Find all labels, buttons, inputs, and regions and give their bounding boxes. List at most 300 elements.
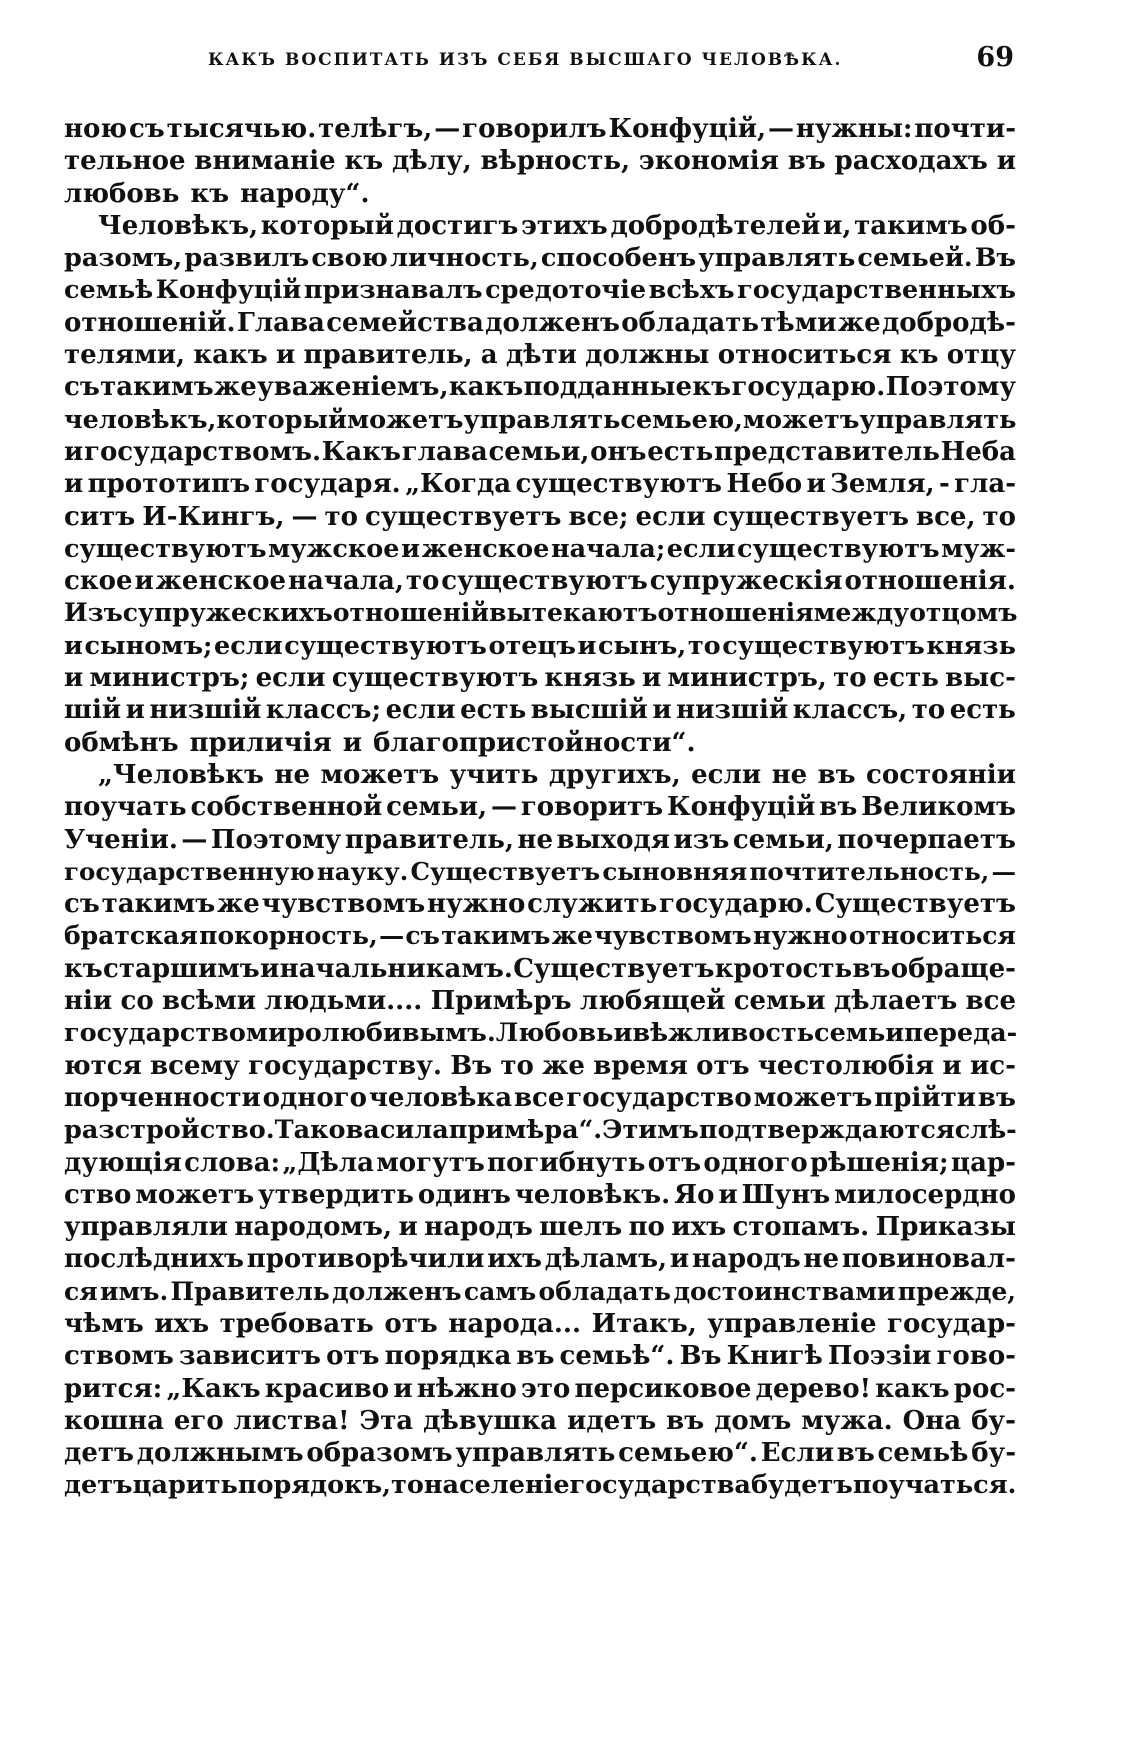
word: мужское — [268, 533, 400, 564]
word: Книгѣ — [726, 1341, 823, 1372]
word: расходахъ — [834, 146, 988, 177]
word: долженъ — [485, 307, 620, 338]
word: отцомъ — [909, 598, 1018, 628]
text-line — [64, 1147, 1016, 1179]
word: онъ — [590, 436, 647, 467]
word: нѣжно — [416, 1373, 517, 1404]
word: государство — [566, 1082, 752, 1113]
word: и — [642, 663, 662, 694]
word: прежде, — [897, 1276, 1016, 1306]
word: супружескія — [649, 566, 843, 597]
word: всѣми — [161, 986, 256, 1017]
word: достигъ — [396, 210, 519, 241]
word: нужны: — [795, 114, 913, 144]
word: телями, — [64, 340, 186, 371]
word: разомъ, — [64, 243, 183, 274]
word: и — [996, 146, 1016, 177]
word: подданные — [523, 372, 693, 403]
word: государю. — [731, 372, 886, 403]
text-line — [64, 791, 1016, 823]
word: отецъ — [488, 630, 576, 661]
text-line — [64, 468, 1016, 500]
word: должнымъ — [136, 1438, 304, 1469]
word: существуютъ — [737, 533, 940, 564]
word: дѣламъ, — [544, 1244, 668, 1275]
text-line — [64, 1437, 1016, 1469]
word: существуютъ — [331, 663, 539, 694]
word: и — [577, 630, 597, 661]
word: почтительность, — [749, 856, 990, 886]
text-line — [64, 953, 1016, 985]
word: старшимъ — [103, 953, 260, 984]
word: и — [342, 727, 363, 758]
word: относиться — [848, 921, 1016, 951]
word: какъ — [448, 372, 524, 403]
word: классъ, — [792, 695, 908, 726]
word: тысячью. — [166, 114, 317, 144]
word: личность, — [389, 243, 539, 274]
word: съ — [64, 889, 100, 920]
word: князь — [926, 630, 1016, 661]
word: — — [181, 824, 208, 855]
word: государства — [569, 1470, 751, 1501]
word: такимъ — [101, 889, 216, 920]
word: существуютъ — [64, 533, 267, 564]
word: способенъ — [540, 243, 697, 274]
word: погибнуть — [487, 1147, 646, 1178]
text-line — [64, 985, 1016, 1017]
word: время — [593, 1050, 688, 1081]
word: семьи — [733, 986, 826, 1017]
word: Существуетъ — [513, 953, 715, 984]
word: какъ — [193, 340, 268, 371]
word: управлять — [463, 404, 621, 435]
word: покорность, — [199, 921, 378, 951]
word: Она — [902, 1405, 962, 1436]
word: „Когда — [405, 469, 512, 500]
word: благопристойности“. — [373, 727, 696, 758]
word: существуютъ — [441, 566, 648, 597]
word: управлять — [859, 404, 1017, 435]
word: народу“. — [240, 178, 370, 209]
word: одного — [262, 1082, 367, 1113]
word: прототипъ — [87, 469, 251, 500]
word: государство — [64, 1018, 246, 1049]
word: дѣлу, — [392, 146, 472, 177]
word: въ — [817, 759, 856, 790]
word: послѣднихъ — [64, 1244, 244, 1275]
word: сынъ, — [598, 630, 687, 661]
word: отъ — [696, 1050, 750, 1081]
word: поучать — [64, 792, 187, 823]
word: — — [767, 114, 794, 144]
word: сыновняя — [602, 856, 748, 886]
word: со — [120, 986, 154, 1017]
word: съ — [405, 921, 440, 951]
word: управлять — [698, 243, 856, 274]
word: въ — [977, 1082, 1016, 1113]
word: честолюбія — [757, 1050, 935, 1081]
text-line — [64, 1211, 1016, 1243]
word: такимъ — [854, 210, 968, 241]
word: всѣхъ — [648, 275, 735, 306]
body-text — [64, 113, 1016, 1502]
text-line — [64, 920, 1016, 952]
word: служить — [527, 889, 658, 920]
word: зависитъ — [179, 1341, 321, 1372]
word: то — [911, 695, 946, 726]
word: то — [500, 1050, 534, 1081]
word: любящей — [579, 986, 726, 1017]
word: ся — [64, 1276, 98, 1306]
word: отъ — [384, 1308, 438, 1339]
word: сила — [379, 1115, 449, 1146]
word: нужно — [752, 921, 848, 951]
word: семейства — [326, 307, 484, 338]
word: человѣкъ. — [514, 1179, 671, 1210]
word: семьею, — [620, 404, 743, 435]
text-line — [64, 1082, 1016, 1114]
word: есть — [460, 695, 527, 726]
word: должны — [585, 340, 710, 371]
word: семьей. — [857, 243, 973, 274]
text-line — [64, 1276, 1016, 1308]
word: собственной — [190, 792, 383, 823]
word: существуютъ — [515, 469, 722, 500]
word: — — [379, 921, 405, 951]
word: ихъ — [154, 1308, 210, 1339]
word: слѣ- — [954, 1115, 1017, 1146]
word: и — [652, 695, 672, 726]
word: существуетъ — [712, 501, 909, 532]
word: семьѣ — [877, 1438, 969, 1469]
word: примѣра“. — [448, 1115, 603, 1146]
text-line — [64, 436, 1016, 468]
word: нужно — [427, 889, 526, 920]
word: можетъ — [753, 1082, 873, 1113]
word: въ — [787, 146, 826, 177]
word: одного — [703, 1147, 808, 1178]
word: рѣшенія; — [809, 1147, 949, 1178]
word: изъ — [673, 824, 730, 855]
word: красиво — [264, 1373, 390, 1404]
text-line — [64, 501, 1016, 533]
word: то — [324, 501, 358, 532]
word: подтверждаются — [698, 1115, 955, 1146]
word: Неба — [940, 436, 1016, 467]
word: тѣми — [760, 307, 837, 338]
word: почерпаетъ — [837, 824, 1016, 855]
word: къ — [692, 372, 732, 403]
word: въ — [836, 1438, 875, 1469]
word: „Дѣла — [282, 1147, 374, 1178]
word: не — [771, 759, 808, 790]
word: Поэтому — [885, 372, 1016, 403]
text-line — [64, 145, 1016, 177]
word: это — [520, 1373, 571, 1404]
word: выс- — [945, 663, 1016, 694]
word: человѣкъ, — [64, 404, 217, 435]
word: его — [173, 1405, 224, 1436]
text-line — [64, 274, 1016, 306]
word: и — [398, 1212, 418, 1243]
word: все; — [568, 501, 629, 532]
text-line — [64, 694, 1016, 726]
word: тельное — [64, 146, 186, 177]
word: семьею“. — [618, 1438, 758, 1469]
word: ихъ — [671, 1212, 727, 1243]
word: противорѣчили — [246, 1244, 485, 1275]
word: дѣлаетъ — [833, 986, 958, 1017]
word: почти- — [914, 114, 1016, 144]
word: Ученіи. — [64, 824, 178, 855]
word: требовать — [219, 1308, 374, 1339]
word: — — [991, 856, 1016, 886]
word: сыномъ; — [84, 630, 213, 661]
word: населеніе — [423, 1470, 570, 1501]
word: же — [551, 921, 593, 951]
word: кошна — [64, 1405, 164, 1436]
word: развилъ — [184, 243, 310, 274]
word: ются — [64, 1050, 142, 1081]
word: Существуетъ — [814, 889, 1016, 920]
word: представитель — [714, 436, 940, 467]
word: между — [813, 598, 910, 628]
word: порядка — [384, 1341, 512, 1372]
word: самъ — [463, 1276, 537, 1306]
word: Конфуцій — [155, 275, 302, 306]
word: этихъ — [521, 210, 608, 241]
word: отношеній. — [64, 307, 236, 338]
text-line — [64, 1114, 1016, 1146]
text-line — [64, 1373, 1016, 1405]
text-line — [64, 339, 1016, 371]
word: если — [666, 533, 736, 564]
word: ское — [64, 566, 133, 597]
word: разстройство. — [64, 1115, 275, 1146]
word: къ — [344, 146, 384, 177]
word: экономія — [638, 146, 779, 177]
word: Примѣръ — [430, 986, 572, 1017]
word: телѣгъ, — [318, 114, 433, 144]
word: чувствомъ — [594, 921, 752, 951]
word: одинъ — [417, 1179, 511, 1210]
word: министръ; — [89, 663, 250, 694]
word: утвердить — [258, 1179, 414, 1210]
word: какъ — [875, 1373, 950, 1404]
word: ною — [64, 114, 128, 144]
word: другихъ, — [548, 759, 681, 790]
word: въ — [852, 953, 891, 984]
word: свою — [311, 243, 388, 274]
word: долженъ — [331, 1276, 462, 1306]
word: народомъ, — [234, 1212, 393, 1243]
word: государственныхъ — [737, 275, 1016, 306]
word: Поэзіи — [827, 1341, 932, 1372]
word: „Человѣкъ — [98, 759, 264, 790]
word: если — [214, 630, 283, 661]
text-line — [64, 630, 1016, 662]
word: переда- — [904, 1018, 1018, 1049]
word: отцу — [946, 340, 1016, 371]
word: народа... — [448, 1308, 582, 1339]
text-line — [64, 210, 1016, 242]
word: Конфуцій, — [608, 114, 767, 144]
word: и, — [823, 210, 852, 241]
word: вѣрность, — [480, 146, 631, 177]
text-line — [64, 727, 1016, 759]
word: и — [942, 1050, 962, 1081]
word: гово- — [936, 1341, 1016, 1372]
word: и — [64, 436, 84, 467]
word: въ — [516, 1341, 555, 1372]
word: обмѣнъ — [64, 727, 179, 758]
word: Приказы — [875, 1212, 1016, 1243]
word: поучаться. — [852, 1470, 1017, 1501]
word: признавалъ — [303, 275, 483, 306]
word: и — [64, 663, 84, 694]
word: а — [480, 340, 498, 371]
word: ство — [64, 1179, 132, 1210]
word: государствомъ. — [84, 436, 322, 467]
text-line — [64, 113, 1016, 145]
word: обладать — [621, 307, 760, 338]
word: и — [260, 953, 280, 984]
text-line — [64, 565, 1016, 597]
word: милосердно — [834, 1179, 1016, 1210]
word: любовь — [64, 178, 180, 209]
word: по — [628, 1212, 665, 1243]
word: можетъ — [742, 404, 860, 435]
word: семьи, — [488, 436, 590, 467]
word: къ — [899, 340, 939, 371]
word: шелъ — [539, 1212, 623, 1243]
word: управленіе — [707, 1308, 877, 1339]
word: не — [274, 759, 310, 790]
text-line — [64, 888, 1016, 920]
text-line — [64, 371, 1016, 403]
text-line — [64, 533, 1016, 565]
word: семьи, — [386, 792, 488, 823]
running-head: КАКЪ ВОСПИТАТЬ ИЗЪ СЕБЯ ВЫСШАГО ЧЕЛОВѢКА. — [208, 50, 843, 70]
word: который — [216, 404, 347, 435]
word: идетъ — [566, 1405, 657, 1436]
word: есть — [647, 436, 714, 467]
word: прійти — [874, 1082, 977, 1113]
word: семьи, — [732, 824, 834, 855]
text-line — [64, 662, 1016, 694]
word: и — [393, 1373, 413, 1404]
word: государству. — [248, 1050, 442, 1081]
word: обладать — [538, 1276, 672, 1306]
word: если — [255, 663, 326, 694]
word: и — [134, 566, 154, 597]
word: Этимъ — [602, 1115, 699, 1146]
word: отношенія. — [844, 566, 1016, 597]
word: уваженіемъ, — [257, 372, 449, 403]
word: если — [635, 501, 706, 532]
word: не — [803, 1244, 839, 1275]
word: дерево! — [755, 1373, 872, 1404]
word: обраще- — [890, 953, 1016, 984]
text-line — [64, 759, 1016, 791]
word: къ — [64, 953, 103, 984]
word: же — [837, 307, 881, 338]
word: начала; — [550, 533, 666, 564]
word: относиться — [717, 340, 892, 371]
word: супружескихъ — [122, 598, 333, 628]
text-line — [64, 242, 1016, 274]
word: и — [718, 1179, 738, 1210]
word: то — [391, 1470, 424, 1501]
word: семьѣ“. — [559, 1341, 675, 1372]
word: не — [517, 824, 553, 855]
word: миролюбивымъ. — [245, 1018, 496, 1049]
word: цар- — [950, 1147, 1016, 1178]
text-line — [64, 1017, 1016, 1049]
text-line — [64, 1340, 1016, 1372]
text-line — [64, 178, 1016, 210]
word: добродѣ- — [881, 307, 1016, 338]
word: и — [613, 1018, 633, 1049]
word: - — [938, 469, 950, 500]
word: ихъ — [487, 1244, 542, 1275]
word: все — [513, 1082, 565, 1113]
word: же — [213, 372, 257, 403]
word: же — [542, 1050, 585, 1081]
word: то — [405, 566, 440, 597]
text-line — [64, 1405, 1016, 1437]
word: низшій — [676, 695, 789, 726]
word: рос- — [953, 1373, 1016, 1404]
word: вѣжливость — [632, 1018, 815, 1049]
word: Правитель — [170, 1276, 330, 1306]
word: семьѣ — [64, 275, 154, 306]
word: есть — [949, 695, 1016, 726]
text-line — [64, 597, 1016, 629]
word: листва! — [233, 1405, 350, 1436]
word: — — [490, 792, 517, 823]
word: если — [385, 695, 456, 726]
word: народъ — [691, 1244, 801, 1275]
word: Глава — [236, 307, 325, 338]
word: князь — [544, 663, 636, 694]
word: Въ — [974, 243, 1016, 274]
word: состояніи — [866, 759, 1016, 790]
word: ніи — [64, 986, 113, 1017]
word: Итакъ, — [591, 1308, 697, 1339]
word: отъ — [647, 1147, 702, 1178]
word: съ — [64, 372, 100, 403]
word: говорилъ — [462, 114, 607, 144]
word: Въ — [679, 1341, 722, 1372]
word: и — [64, 630, 83, 661]
word: то — [982, 501, 1016, 532]
word: въ — [666, 1405, 705, 1436]
text-line — [64, 1308, 1016, 1340]
word: повиновал- — [841, 1244, 1016, 1275]
word: вниманіе — [194, 146, 336, 177]
word: выходя — [556, 824, 671, 855]
word: можетъ — [346, 404, 464, 435]
word: Изъ — [64, 598, 123, 628]
word: и — [125, 695, 145, 726]
word: существуютъ — [284, 630, 487, 661]
word: рится: — [64, 1373, 163, 1404]
word: же — [216, 889, 260, 920]
word: такимъ — [441, 921, 551, 951]
word: женское — [155, 566, 286, 597]
